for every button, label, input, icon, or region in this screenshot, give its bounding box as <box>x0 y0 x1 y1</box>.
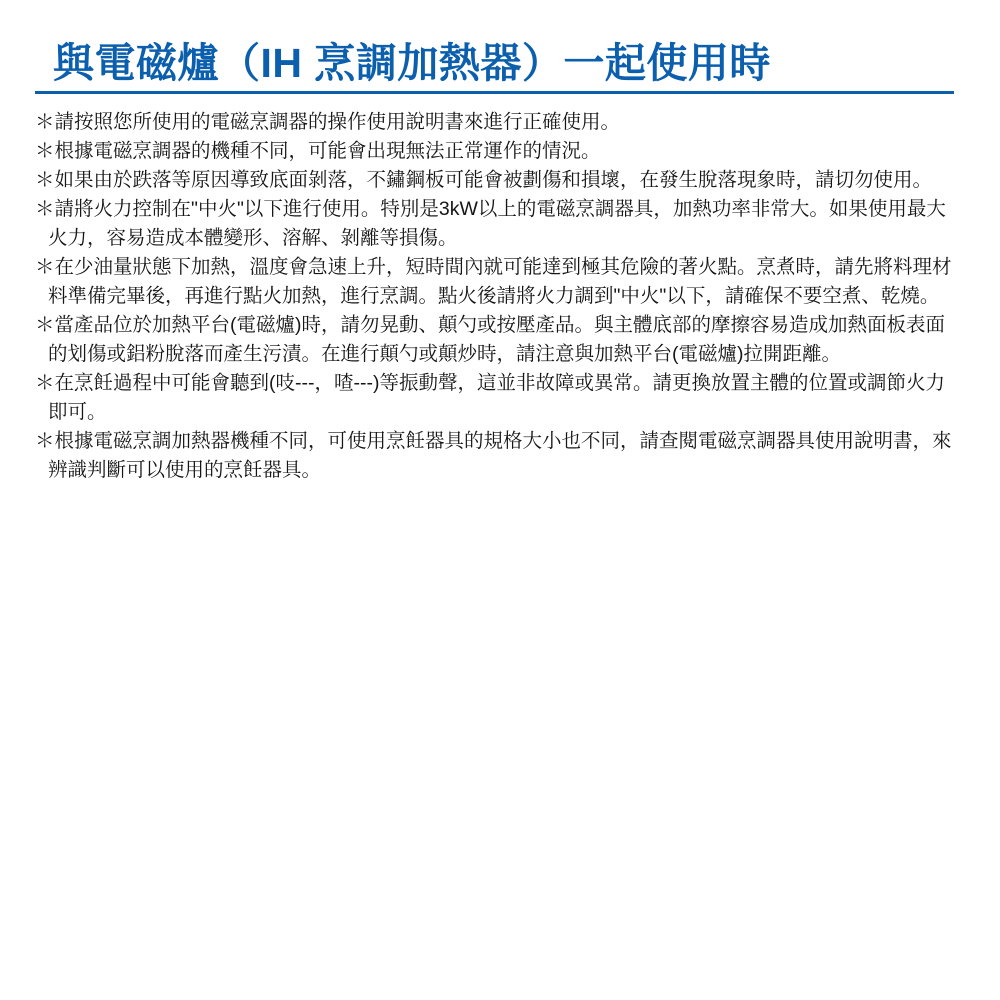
bullet-asterisk: ＊ <box>35 111 55 134</box>
title-divider <box>35 91 954 94</box>
bullet-asterisk: ＊ <box>35 372 55 395</box>
bullet-asterisk: ＊ <box>35 256 55 279</box>
bullet-asterisk: ＊ <box>35 169 55 192</box>
note-text: 在烹飪過程中可能會聽到(吱---，喳---)等振動聲，這並非故障或異常。請更換放置主體的位置或調節火力即可。 <box>48 372 945 424</box>
page-title: 與電磁爐（IH 烹調加熱器）一起使用時 <box>53 40 771 86</box>
precaution-list <box>35 108 954 485</box>
note-text: 在少油量狀態下加熱，溫度會急速上升，短時間內就可能達到極其危險的著火點。烹煮時，請先將料理材料準備完畢後，再進行點火加熱，進行烹調。點火後請將火力調到"中火"以下，請確保不要空煮、乾燒。 <box>48 256 952 308</box>
note-text: 根據電磁烹調加熱器機種不同，可使用烹飪器具的規格大小也不同，請查閱電磁烹調器具使用說明書，來辨識判斷可以使用的烹飪器具。 <box>48 430 952 482</box>
list-item <box>35 311 954 369</box>
list-item <box>35 166 954 195</box>
bullet-asterisk: ＊ <box>35 430 55 453</box>
bullet-asterisk: ＊ <box>35 198 55 221</box>
note-text: 請將火力控制在"中火"以下進行使用。特別是3kW以上的電磁烹調器具，加熱功率非常大。如果使用最大火力，容易造成本體變形、溶解、剝離等損傷。 <box>48 198 946 250</box>
note-text: 請按照您所使用的電磁烹調器的操作使用說明書來進行正確使用。 <box>54 111 621 134</box>
note-text: 當產品位於加熱平台(電磁爐)時，請勿晃動、顛勺或按壓產品。與主體底部的摩擦容易造成加熱面板表面的划傷或鋁粉脫落而產生污漬。在進行顛勺或顛炒時，請注意與加熱平台(電磁爐)拉開距離。 <box>48 314 946 366</box>
list-item <box>35 195 954 253</box>
list-item <box>35 108 954 137</box>
list-item <box>35 137 954 166</box>
note-text: 根據電磁烹調器的機種不同，可能會出現無法正常運作的情況。 <box>54 140 601 163</box>
note-text: 如果由於跌落等原因導致底面剝落，不鏽鋼板可能會被劃傷和損壞，在發生脫落現象時，請切勿使用。 <box>54 169 933 192</box>
bullet-asterisk: ＊ <box>35 140 55 163</box>
list-item <box>35 427 954 485</box>
page-header <box>35 40 954 94</box>
list-item <box>35 253 954 311</box>
list-item <box>35 369 954 427</box>
bullet-asterisk: ＊ <box>35 314 55 337</box>
